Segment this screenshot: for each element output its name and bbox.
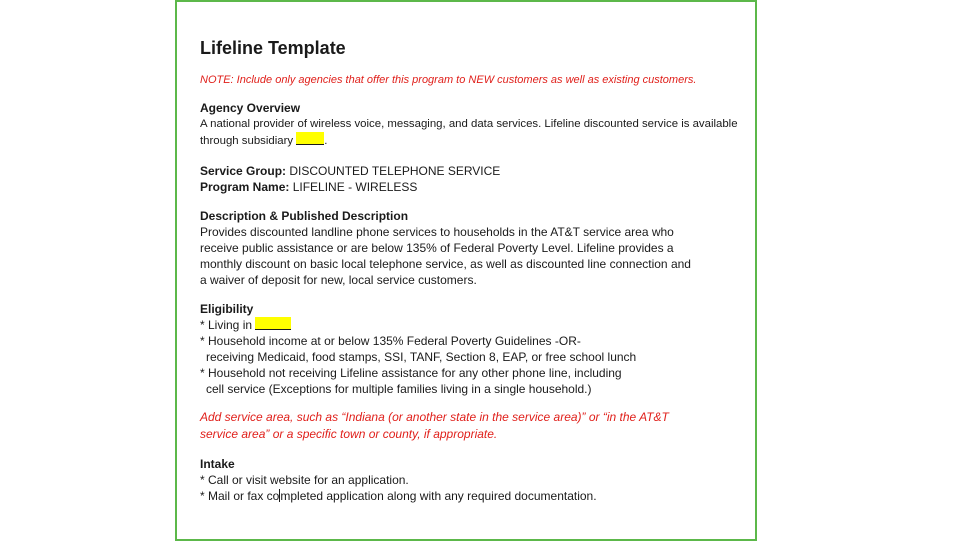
intake-heading: Intake: [200, 457, 235, 471]
document-content: [200, 37, 740, 514]
service-area-note-line-1: Add service area, such as “Indiana (or another state in the service area)” or “in the AT&T: [200, 410, 669, 424]
service-area-note: [200, 409, 740, 443]
description-line-1: Provides discounted landline phone services to households in the AT&T service area who: [200, 225, 674, 239]
document-page: [175, 0, 757, 541]
living-in-placeholder-highlight[interactable]: [255, 317, 291, 330]
eligibility-living-line: [200, 317, 740, 333]
description-heading: Description & Published Description: [200, 209, 409, 223]
document-title: Lifeline Template: [200, 38, 346, 58]
intake-section: [200, 457, 740, 504]
intake-line-2: [200, 488, 740, 504]
subsidiary-placeholder-highlight[interactable]: [296, 132, 324, 145]
description-line-4: a waiver of deposit for new, local service customers.: [200, 273, 477, 287]
agency-overview-line-1: A national provider of wireless voice, messaging, and data services. Lifeline discounted service is available: [200, 118, 738, 130]
agency-overview-line-2-suffix: .: [324, 135, 328, 147]
eligibility-line-2: receiving Medicaid, food stamps, SSI, TANF, Section 8, EAP, or free school lunch: [206, 350, 637, 364]
service-area-note-line-2: service area” or a specific town or county, if appropriate.: [200, 427, 498, 441]
service-group-line: [200, 163, 740, 179]
agency-overview-section: [200, 101, 740, 149]
intake-line-1: * Call or visit website for an application.: [200, 473, 409, 487]
description-line-3: monthly discount on basic local telephone service, as well as discounted line connection and: [200, 257, 691, 271]
description-line-2: receive public assistance or are below 135% of Federal Poverty Level. Lifeline provides a: [200, 241, 674, 255]
program-info-section: [200, 163, 740, 195]
agency-overview-heading: Agency Overview: [200, 101, 301, 115]
agency-overview-line-2: [200, 132, 740, 149]
program-name-label: Program Name:: [200, 180, 290, 194]
eligibility-line-3: * Household not receiving Lifeline assistance for any other phone line, including: [200, 366, 622, 380]
agency-overview-line-2-prefix: through subsidiary: [200, 135, 297, 147]
service-group-label: Service Group:: [200, 164, 287, 178]
description-section: [200, 209, 740, 288]
program-name-value: LIFELINE - WIRELESS: [289, 180, 418, 194]
program-name-line: [200, 179, 740, 195]
eligibility-section: [200, 302, 740, 397]
intake-line-2-prefix: * Mail or fax co: [200, 489, 280, 503]
eligibility-heading: Eligibility: [200, 302, 254, 316]
eligibility-line-4: cell service (Exceptions for multiple families living in a single household.): [206, 382, 592, 396]
eligibility-line-1: * Household income at or below 135% Federal Poverty Guidelines -OR-: [200, 334, 581, 348]
service-group-value: DISCOUNTED TELEPHONE SERVICE: [286, 164, 501, 178]
intake-line-2-suffix: mpleted application along with any required documentation.: [280, 489, 597, 503]
eligibility-living-prefix: * Living in: [200, 318, 256, 332]
agency-note: NOTE: Include only agencies that offer this program to NEW customers as well as existing customers.: [200, 74, 697, 86]
